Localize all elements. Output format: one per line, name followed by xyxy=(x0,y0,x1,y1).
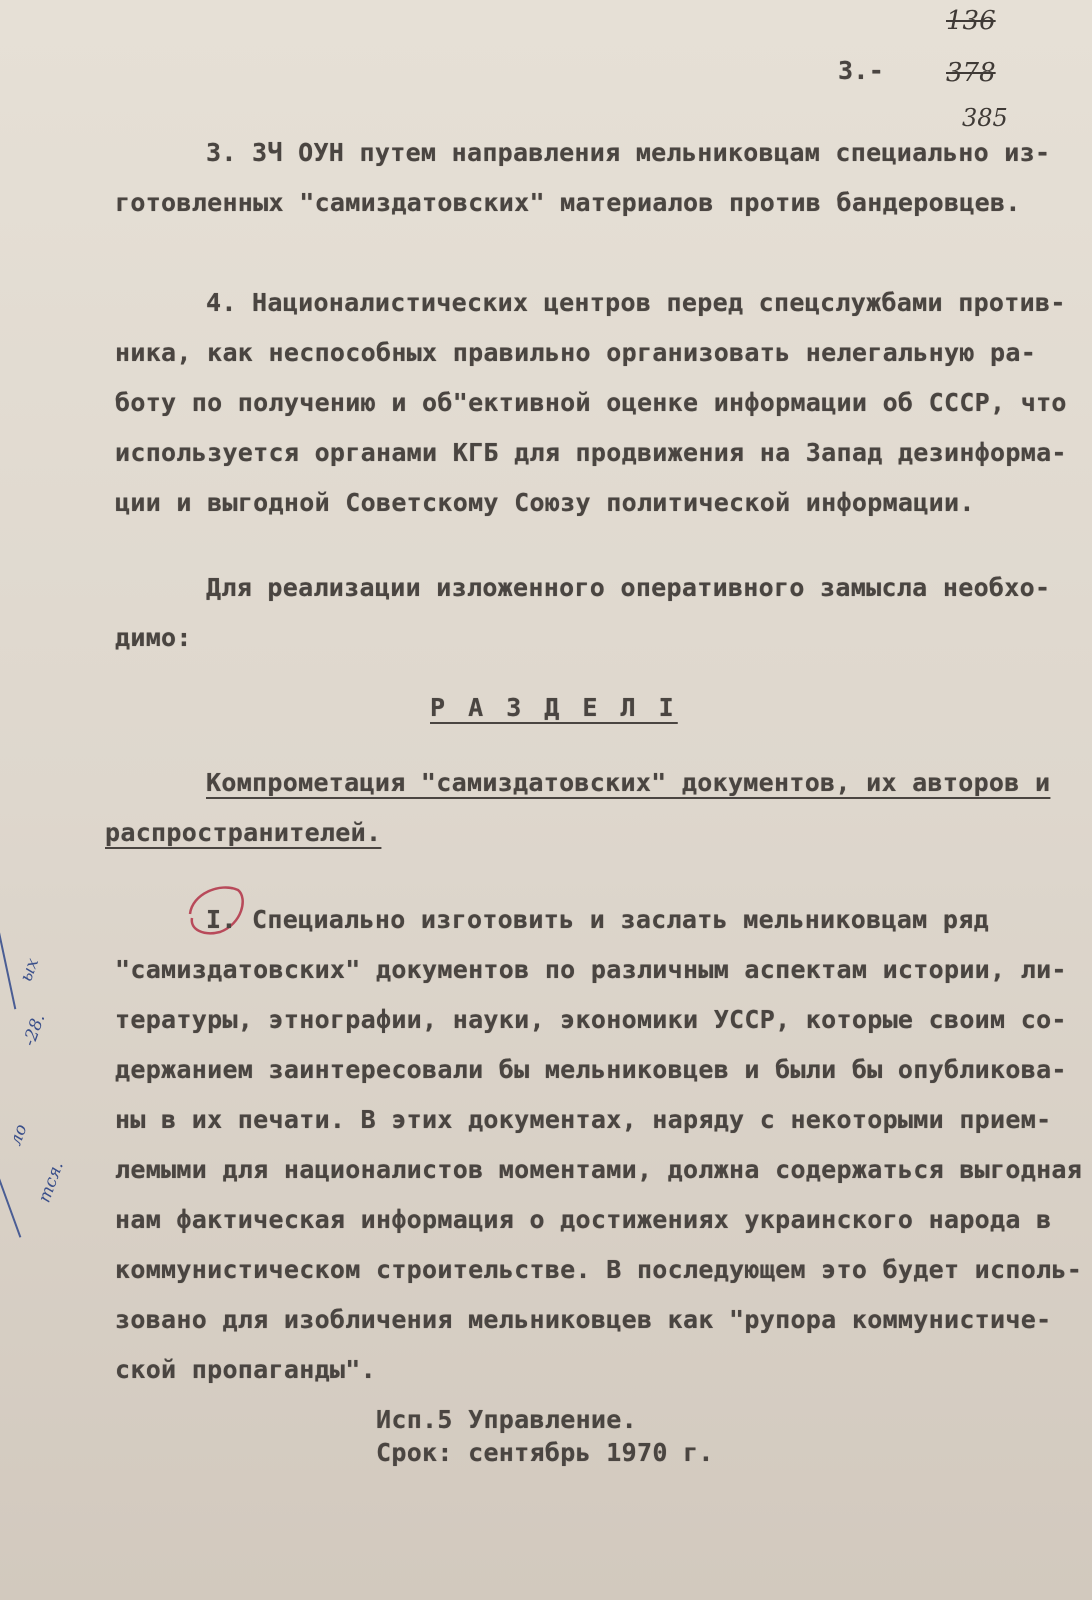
paragraph-4-line-1: 4. Националистических центров перед спецслужбами против- xyxy=(206,288,1066,317)
item-1-line-6: лемыми для националистов моментами, должна содержаться выгодная xyxy=(115,1155,1083,1184)
archive-number-mid: 378 xyxy=(946,58,996,88)
margin-note-2: -28. xyxy=(19,1011,50,1049)
paragraph-4-line-5: ции и выгодной Советскому Союзу политической информации. xyxy=(115,488,975,517)
margin-note-4: тся. xyxy=(34,1158,68,1206)
margin-line-1 xyxy=(0,931,16,1010)
item-1-line-3: тературы, этнографии, науки, экономики УССР, которые своим со- xyxy=(115,1005,1067,1034)
intro-line-1: Для реализации изложенного оперативного замысла необхо- xyxy=(206,573,1051,602)
item-1-line-1: I. Специально изготовить и заслать мельниковцам ряд xyxy=(206,905,989,934)
deadline: Срок: сентябрь 1970 г. xyxy=(376,1438,714,1467)
paragraph-4-line-4: используется органами КГБ для продвижения на Запад дезинформа- xyxy=(115,438,1067,467)
section-subtitle-line-2: распространителей. xyxy=(105,818,382,847)
item-1-line-5: ны в их печати. В этих документах, наряду с некоторыми прием- xyxy=(115,1105,1052,1134)
margin-note-1: ых xyxy=(16,955,44,985)
item-1-line-9: зовано для изобличения мельниковцев как "рупора коммунистиче- xyxy=(115,1305,1052,1334)
item-1-line-7: нам фактическая информация о достижениях украинского народа в xyxy=(115,1205,1052,1234)
page-number: 3.- xyxy=(838,56,885,85)
paragraph-4-line-2: ника, как неспособных правильно организовать нелегальную ра- xyxy=(115,338,1037,367)
intro-line-2: димо: xyxy=(115,623,192,652)
section-subtitle-line-1: Компрометация "самиздатовских" документов, их авторов и xyxy=(206,768,1051,797)
item-1-line-10: ской пропаганды". xyxy=(115,1355,376,1384)
section-title: Р А З Д Е Л I xyxy=(430,693,678,722)
paragraph-3-line-1: 3. ЗЧ ОУН путем направления мельниковцам специально из- xyxy=(206,138,1051,167)
margin-note-3: ло xyxy=(5,1121,32,1149)
paragraph-4-line-3: боту по получению и об"ективной оценке информации об СССР, что xyxy=(115,388,1067,417)
executor: Исп.5 Управление. xyxy=(376,1405,637,1434)
item-1-line-8: коммунистическом строительстве. В последующем это будет исполь- xyxy=(115,1255,1083,1284)
archive-number-current: 385 xyxy=(962,104,1008,132)
item-1-line-4: держанием заинтересовали бы мельниковцев и были бы опубликова- xyxy=(115,1055,1067,1084)
paragraph-3-line-2: готовленных "самиздатовских" материалов против бандеровцев. xyxy=(115,188,1021,217)
margin-line-2 xyxy=(0,1152,21,1237)
archive-number-old: 136 xyxy=(946,6,996,36)
item-1-line-2: "самиздатовских" документов по различным аспектам истории, ли- xyxy=(115,955,1067,984)
